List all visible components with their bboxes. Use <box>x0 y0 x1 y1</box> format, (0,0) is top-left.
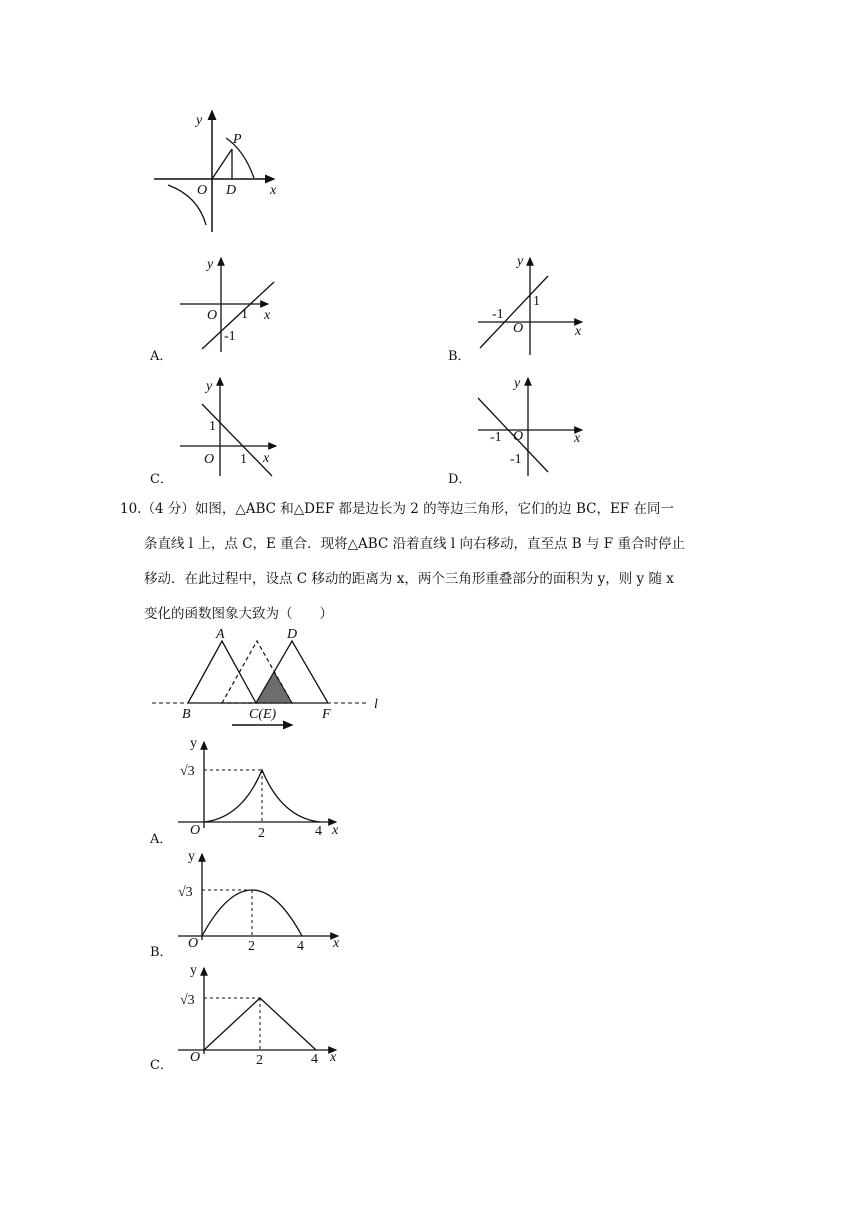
label-sqrt3: √3 <box>180 993 195 1008</box>
tick-y: -1 <box>224 329 236 344</box>
question-10-text <box>120 492 740 632</box>
q9-option-d-graph <box>0 368 860 488</box>
label-x: x <box>263 451 270 466</box>
label-o: O <box>188 936 199 951</box>
q10-option-b-graph <box>0 846 860 956</box>
label-y: y <box>517 254 524 269</box>
question-line: 移动．在此过程中，设点 C 移动的距离为 x，两个三角形重叠部分的面积为 y，则 y 随 x <box>144 571 674 587</box>
figure-triangles <box>0 622 860 732</box>
label-o: O <box>197 183 208 198</box>
label-y: y <box>188 849 195 864</box>
q9-option-c-letter[interactable]: C． <box>150 472 173 487</box>
label-a: A <box>216 627 225 642</box>
label-o: O <box>190 1050 201 1065</box>
label-o: O <box>207 308 218 323</box>
label-o: O <box>513 429 524 444</box>
label-d: D <box>287 627 298 642</box>
tick-4: 4 <box>311 1052 318 1067</box>
segment-op <box>212 149 232 179</box>
triangle-abc <box>188 641 256 703</box>
label-b: B <box>182 707 191 722</box>
label-o: O <box>190 823 201 838</box>
label-x: x <box>333 936 340 951</box>
tick-y: -1 <box>510 452 522 467</box>
q10-option-c-graph <box>0 960 860 1070</box>
q10-option-a-graph <box>0 734 860 844</box>
question-line: 10.（4 分）如图，△ABC 和△DEF 都是边长为 2 的等边三角形，它们的边 BC，EF 在同一 <box>120 501 674 517</box>
tick-y: 1 <box>533 294 540 309</box>
q9-option-a-letter[interactable]: A． <box>150 349 173 364</box>
graph-line <box>480 276 548 348</box>
tick-2: 2 <box>258 826 265 841</box>
label-x: x <box>264 308 271 323</box>
label-y: y <box>207 257 214 272</box>
label-f: F <box>322 707 331 722</box>
tick-4: 4 <box>315 824 322 839</box>
label-y: y <box>206 379 213 394</box>
label-x: x <box>332 823 339 838</box>
label-o: O <box>513 321 524 336</box>
tick-2: 2 <box>256 1053 263 1068</box>
label-y: y <box>196 113 203 128</box>
label-y: y <box>190 963 197 978</box>
tick-x: 1 <box>241 307 248 322</box>
overlap-region <box>256 672 292 703</box>
q9-option-b-letter[interactable]: B． <box>448 349 471 364</box>
label-x: x <box>574 431 581 446</box>
question-line: 变化的函数图象大致为（ ） <box>144 606 333 622</box>
question-line: 条直线 l 上，点 C，E 重合．现将△ABC 沿着直线 l 向右移动，直至点 B 与 F 重合时停止 <box>144 536 685 552</box>
q9-option-d-letter[interactable]: D． <box>448 472 472 487</box>
tick-x: -1 <box>490 430 502 445</box>
q10-option-b-letter[interactable]: B． <box>150 945 173 960</box>
label-o: O <box>204 452 215 467</box>
label-ce: C(E) <box>249 707 277 722</box>
tick-y: 1 <box>209 419 216 434</box>
tick-2: 2 <box>248 939 255 954</box>
label-x: x <box>575 324 582 339</box>
figure-hyperbola <box>0 0 860 250</box>
label-d: D <box>226 183 237 198</box>
tick-x: -1 <box>492 307 504 322</box>
q10-option-c-letter[interactable]: C． <box>150 1058 173 1073</box>
label-sqrt3: √3 <box>180 764 195 779</box>
q9-option-b-graph <box>0 248 860 368</box>
tick-4: 4 <box>297 939 304 954</box>
label-p: P <box>233 132 242 147</box>
label-sqrt3: √3 <box>178 885 193 900</box>
label-y: y <box>190 736 197 751</box>
label-y: y <box>514 376 521 391</box>
label-x: x <box>270 183 277 198</box>
label-x: x <box>330 1050 337 1065</box>
label-l: l <box>374 697 378 712</box>
q10-option-a-letter[interactable]: A． <box>150 832 173 847</box>
tick-x: 1 <box>240 452 247 467</box>
